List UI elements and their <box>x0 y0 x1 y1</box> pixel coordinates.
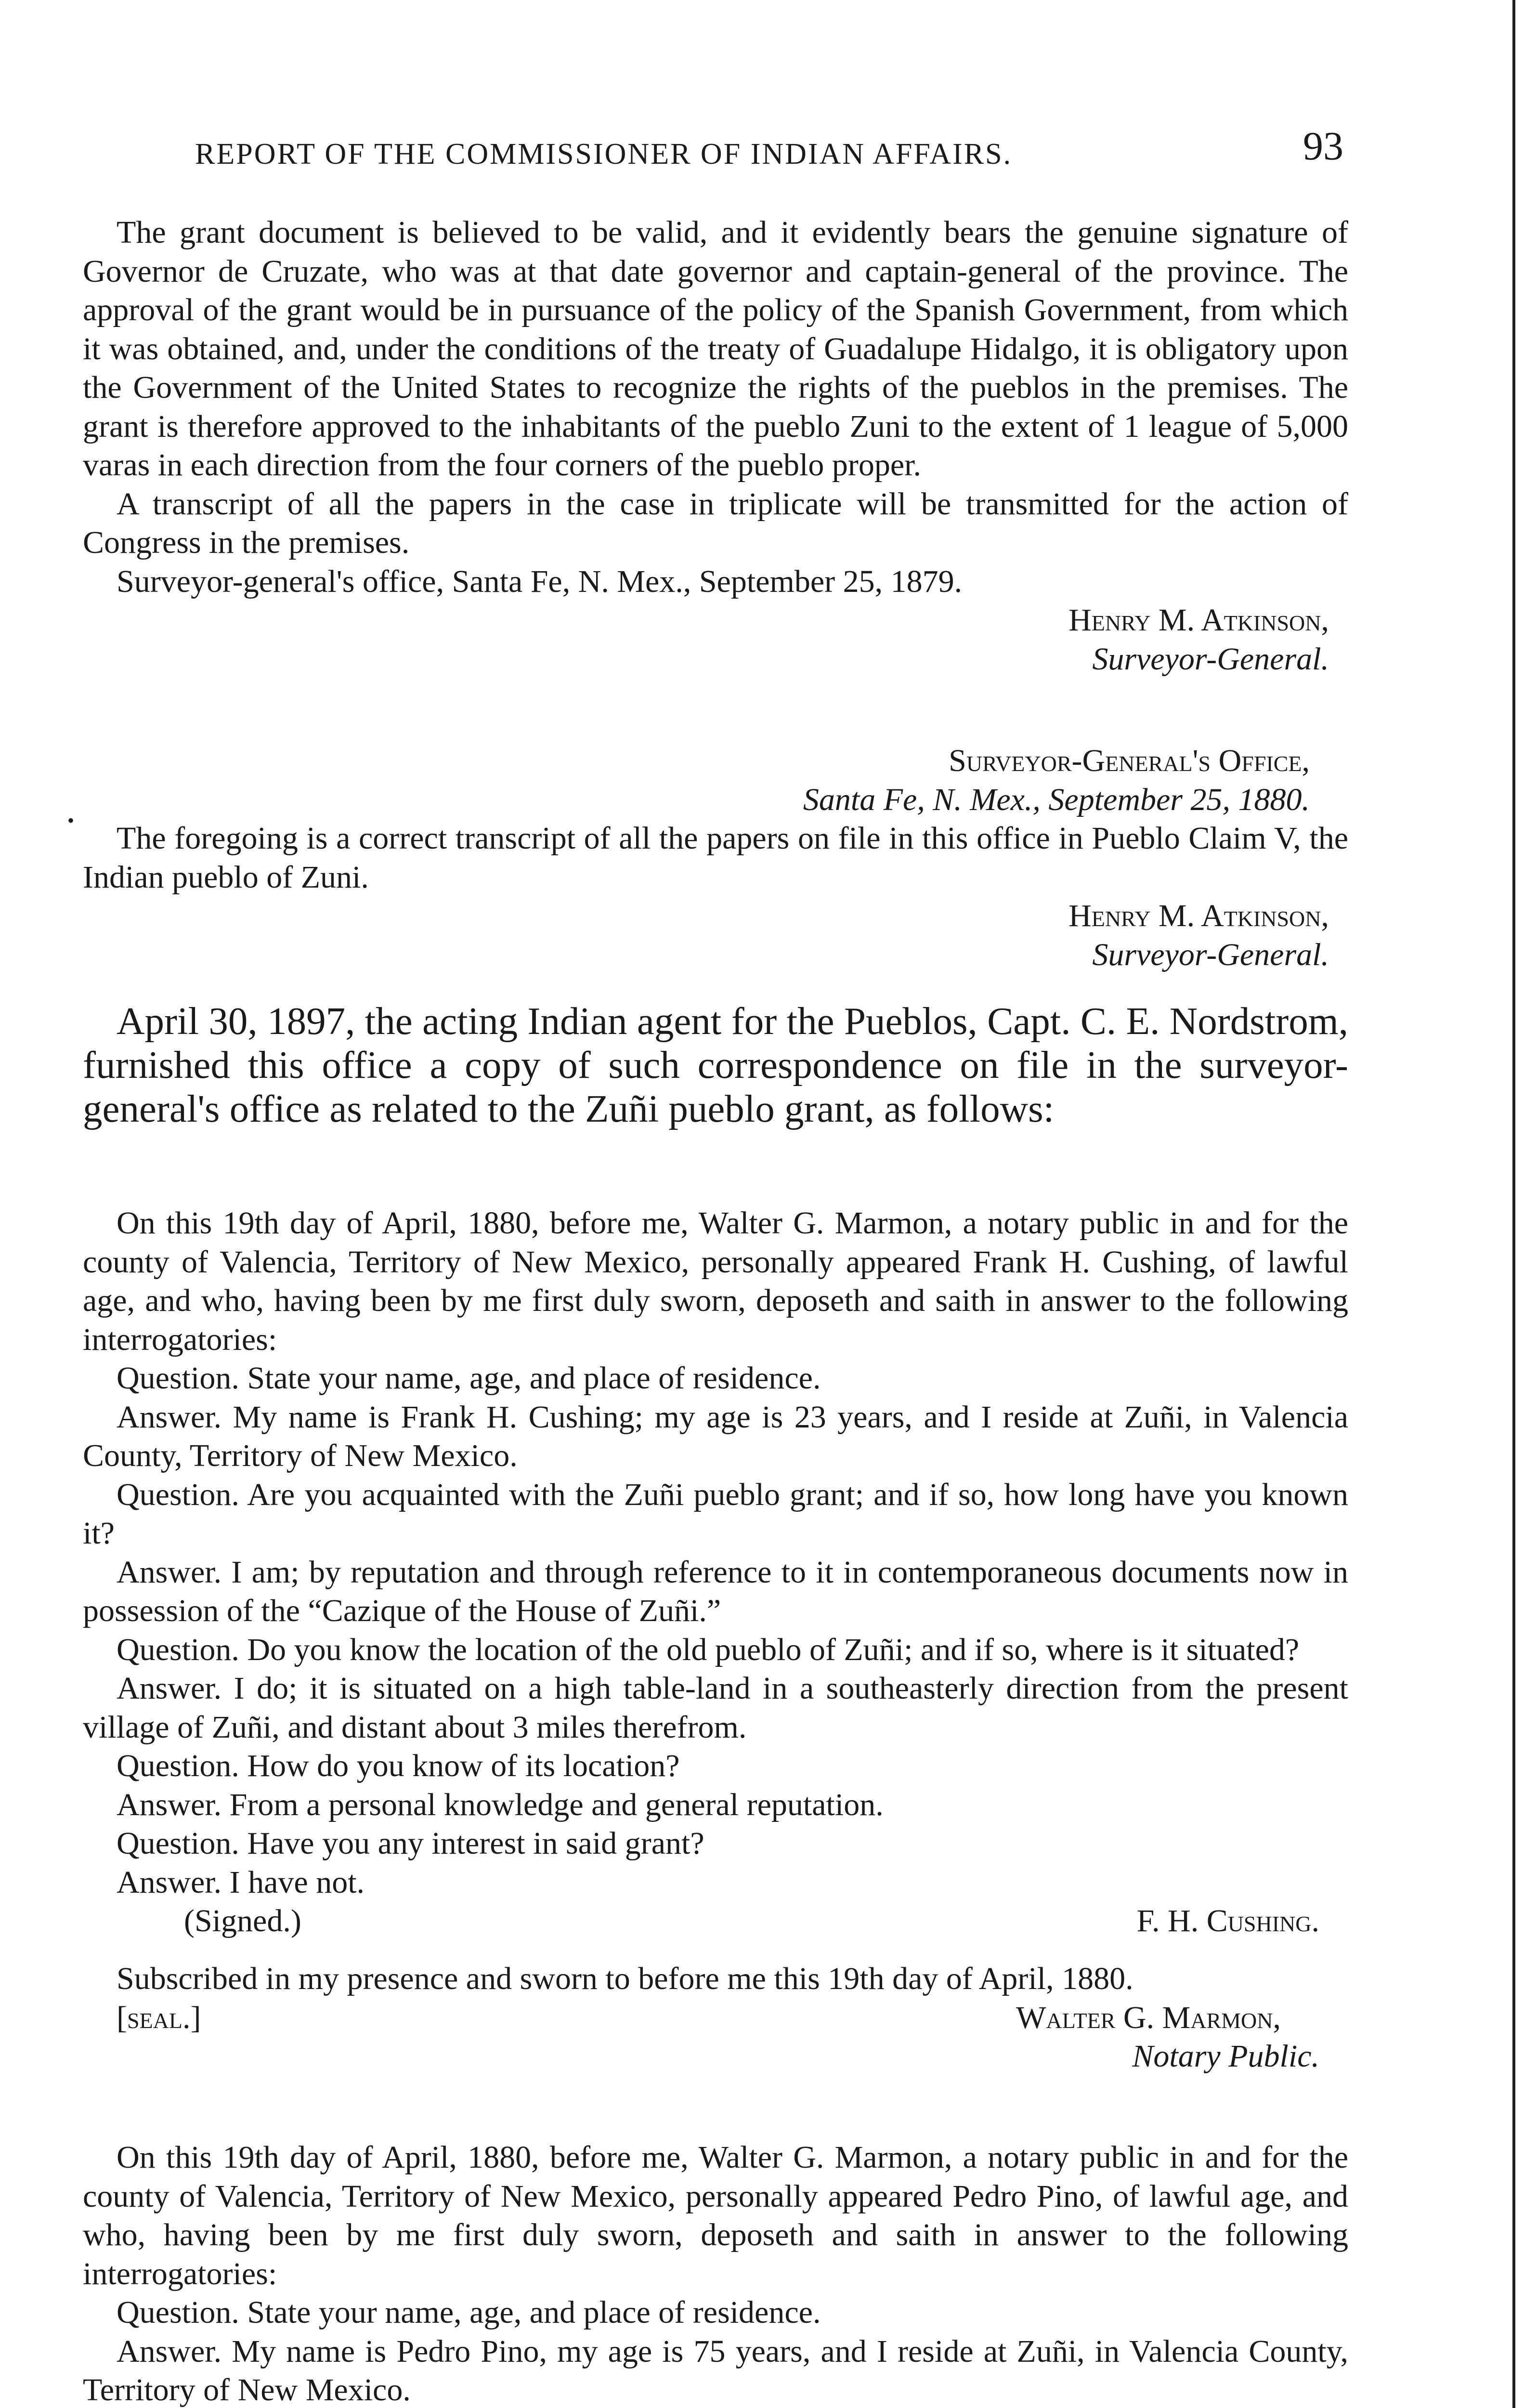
qa-item: Question. How do you know of its location? <box>117 1748 680 1783</box>
paragraph: A transcript of all the papers in the case in triplicate will be transmitted for the action of Congress in the premises. <box>83 486 1348 560</box>
intro-paragraph <box>83 999 1348 1131</box>
section-transcript <box>83 742 1348 974</box>
deposition-pino <box>83 2138 1348 2408</box>
seal-label: [seal.] <box>117 2000 201 2035</box>
office-block <box>83 742 1348 819</box>
qa-item: Answer. From a personal knowledge and general reputation. <box>117 1787 884 1822</box>
paragraph: April 30, 1897, the acting Indian agent for the Pueblos, Capt. C. E. Nordstrom, furnished this office a copy of such correspondence on file in the surveyor-general's office as related to the Zuñi pueblo grant, as follows: <box>83 999 1348 1130</box>
notary-line <box>83 1999 1348 2037</box>
place-date: Santa Fe, N. Mex., September 25, 1880. <box>803 782 1310 817</box>
paragraph: Subscribed in my presence and sworn to before me this 19th day of April, 1880. <box>117 1961 1133 1996</box>
qa-item: Answer. My name is Pedro Pino, my age is 75 years, and I reside at Zuñi, in Valencia County, Territory of New Mexico. <box>83 2333 1348 2408</box>
qa-item: Answer. I do; it is situated on a high table-land in a southeasterly direction from the present village of Zuñi, and distant about 3 miles therefrom. <box>83 1671 1348 1745</box>
notary-name: Walter G. Marmon, <box>1016 2000 1281 2035</box>
section-approval <box>83 213 1348 679</box>
margin-mark: • <box>67 810 75 831</box>
qa-item: Question. Have you any interest in said grant? <box>117 1826 704 1861</box>
qa-item: Answer. I have not. <box>117 1864 365 1900</box>
paragraph: The grant document is believed to be valid, and it evidently bears the genuine signature of Governor de Cruzate, who was at that date governor and captain-general of the province. The approval of the grant would be in pursuance of the policy of the Spanish Government, from which it was obtained, and, under the conditions of the treaty of Guadalupe Hidalgo, it is obligatory upon the Government of the United States to recognize the rights of the pueblos in the premises. The grant is therefore approved to the inhabitants of the pueblo Zuni to the extent of 1 league of 5,000 varas in each direction from the four corners of the pueblo proper. <box>83 215 1348 483</box>
paragraph: The foregoing is a correct transcript of all the papers on file in this office in Pueblo Claim V, the Indian pueblo of Zuni. <box>83 821 1348 895</box>
signed-name: F. H. Cushing. <box>1136 1903 1319 1938</box>
qa-item: Question. State your name, age, and place of residence. <box>117 1361 821 1396</box>
running-head: REPORT OF THE COMMISSIONER OF INDIAN AFFAIRS. <box>195 138 1013 170</box>
page-number: 93 <box>1303 124 1343 169</box>
qa-item: Question. State your name, age, and place of residence. <box>117 2295 821 2330</box>
office-name: Surveyor-General's Office, <box>949 743 1310 778</box>
signer-name: Henry M. Atkinson, <box>1068 898 1329 933</box>
signer-title: Surveyor-General. <box>1092 937 1329 972</box>
paragraph: On this 19th day of April, 1880, before me, Walter G. Marmon, a notary public in and for the county of Valencia, Territory of New Mexico, personally appeared Frank H. Cushing, of lawful age, and who, having been by me first duly sworn, deposeth and saith in answer to the following interrogatories: <box>83 1205 1348 1357</box>
signature-block <box>83 601 1348 679</box>
qa-item: Question. Are you acquainted with the Zuñi pueblo grant; and if so, how long have you known it? <box>83 1477 1348 1551</box>
paragraph: On this 19th day of April, 1880, before me, Walter G. Marmon, a notary public in and for the county of Valencia, Territory of New Mexico, personally appeared Pedro Pino, of lawful age, and who, having been by me first duly sworn, deposeth and saith in answer to the following interrogatories: <box>83 2140 1348 2291</box>
deposition-cushing <box>83 1204 1348 2076</box>
qa-item: Answer. I am; by reputation and through reference to it in contemporaneous documents now in possession of the “Cazique of the House of Zuñi.” <box>83 1554 1348 1628</box>
signed-line <box>83 1902 1348 1940</box>
paragraph: Surveyor-general's office, Santa Fe, N. Mex., September 25, 1879. <box>117 563 963 599</box>
signed-label: (Signed.) <box>184 1903 301 1938</box>
signature-block <box>83 897 1348 974</box>
notary-title: Notary Public. <box>1132 2038 1319 2074</box>
qa-item: Question. Do you know the location of the old pueblo of Zuñi; and if so, where is it situated? <box>117 1632 1300 1667</box>
page-header <box>190 123 1343 176</box>
signer-title: Surveyor-General. <box>1092 641 1329 677</box>
signer-name: Henry M. Atkinson, <box>1068 602 1329 638</box>
qa-item: Answer. My name is Frank H. Cushing; my age is 23 years, and I reside at Zuñi, in Valencia County, Territory of New Mexico. <box>83 1399 1348 1473</box>
